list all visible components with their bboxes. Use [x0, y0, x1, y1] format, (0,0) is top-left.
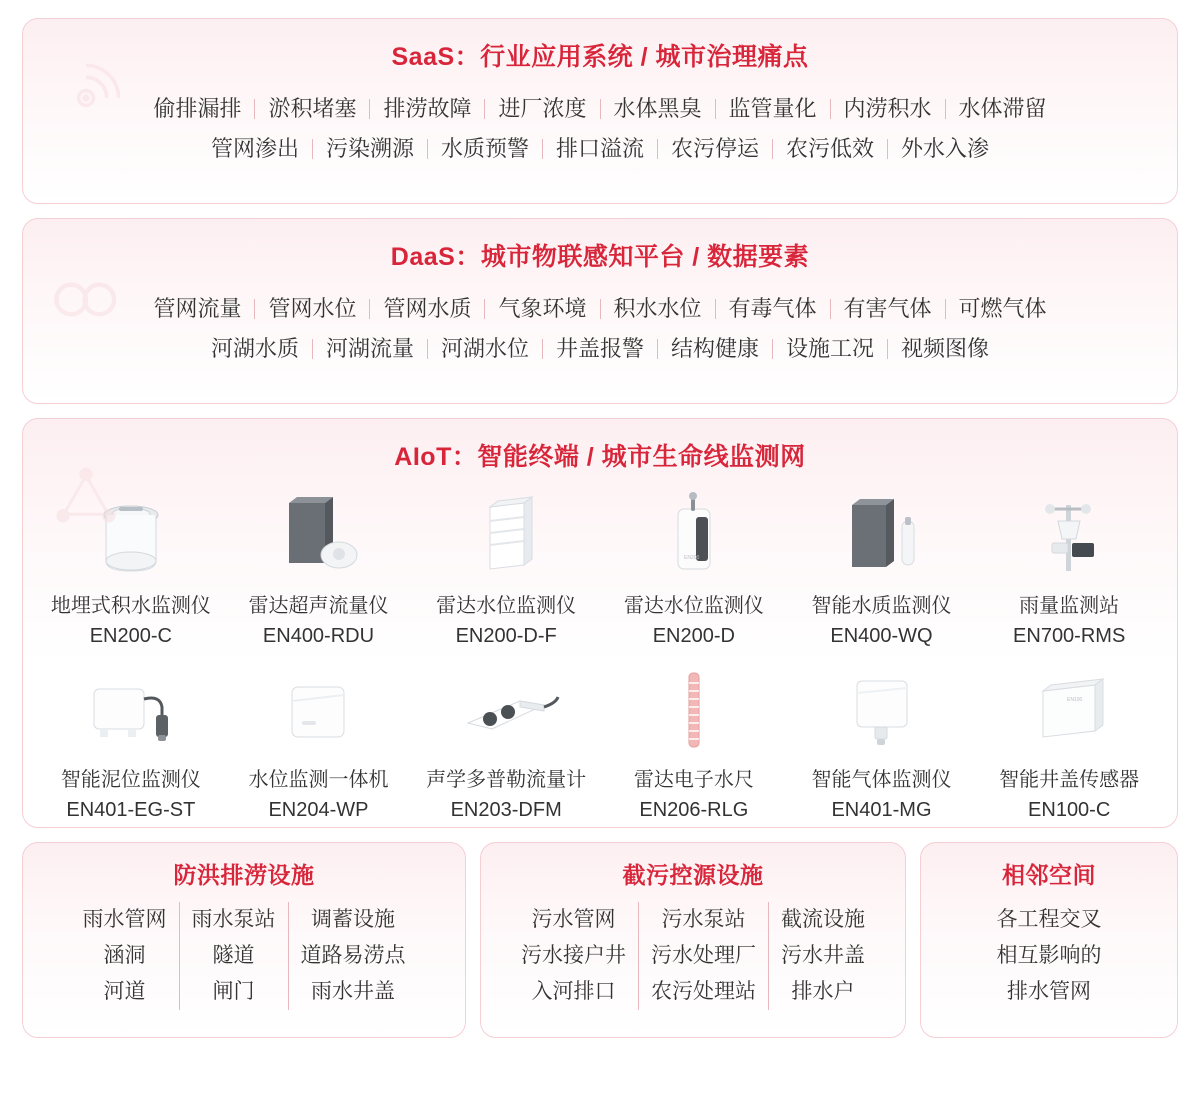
device-name: 声学多普勒流量计	[426, 769, 587, 791]
saas-tag: 污染溯源	[325, 136, 414, 161]
svg-text:EN100: EN100	[1067, 697, 1083, 703]
facility-item: 污水泵站	[661, 908, 746, 931]
daas-tag-row-2	[43, 329, 1157, 369]
daas-tag: 管网水质	[383, 296, 472, 321]
device-name: 雷达电子水尺	[633, 769, 754, 791]
device-model: EN200-D-F	[455, 625, 557, 647]
facility-columns	[491, 902, 895, 1010]
device-model: EN200-C	[89, 625, 172, 647]
facility-item: 排水户	[791, 980, 855, 1003]
daas-tag: 结构健康	[671, 336, 760, 361]
electronic-water-gauge-icon	[619, 657, 769, 765]
facility-item: 道路易涝点	[300, 944, 406, 967]
aiot-layer-card	[22, 418, 1178, 828]
facility-item: 污水井盖	[781, 944, 865, 967]
flood-control-facilities-card	[22, 842, 466, 1038]
svg-text:EN200: EN200	[683, 555, 700, 561]
device-name: 水位监测一体机	[248, 769, 389, 791]
daas-tag: 井盖报警	[555, 336, 644, 361]
daas-tag: 河湖水质	[210, 336, 299, 361]
device-item[interactable]	[975, 657, 1163, 825]
rain-gauge-station-icon	[994, 483, 1144, 591]
saas-tag-row-2	[43, 129, 1157, 169]
device-name: 雷达水位监测仪	[436, 595, 577, 617]
facility-cards-row	[22, 842, 1178, 1038]
device-model: EN203-DFM	[450, 799, 562, 821]
saas-tag: 农污低效	[786, 136, 875, 161]
facility-column	[768, 902, 877, 1010]
radar-level-meter-f-icon	[431, 483, 581, 591]
pollution-interception-facilities-card	[480, 842, 906, 1038]
daas-title-en: DaaS：	[390, 243, 481, 271]
device-model: EN200-D	[652, 625, 735, 647]
saas-tag: 水体黑臭	[613, 96, 702, 121]
facility-item: 排水管网	[1007, 980, 1091, 1003]
saas-layer-card	[22, 18, 1178, 204]
daas-tag: 有毒气体	[728, 296, 817, 321]
device-item[interactable]	[600, 483, 788, 651]
daas-tag: 管网水位	[268, 296, 357, 321]
device-name: 智能水质监测仪	[811, 595, 952, 617]
radar-ultrasonic-flowmeter-icon	[243, 483, 393, 591]
adjacent-space-card	[920, 842, 1178, 1038]
saas-tag: 农污停运	[671, 136, 760, 161]
saas-tag: 偷排漏排	[153, 96, 242, 121]
saas-tag-row-1	[43, 89, 1157, 129]
saas-tag: 监管量化	[728, 96, 817, 121]
radar-level-meter-icon	[619, 483, 769, 591]
facility-column	[931, 902, 1167, 1010]
saas-title-cn: 行业应用系统 / 城市治理痛点	[480, 43, 809, 71]
saas-tag: 外水入渗	[901, 136, 990, 161]
saas-tag: 进厂浓度	[498, 96, 587, 121]
aiot-title-en: AIoT：	[394, 443, 478, 471]
daas-tag: 河湖水位	[440, 336, 529, 361]
manhole-cover-sensor-icon	[994, 657, 1144, 765]
saas-tag: 内涝积水	[843, 96, 932, 121]
facility-item: 隧道	[212, 944, 255, 967]
facility-item: 河道	[103, 980, 146, 1003]
device-model: EN400-RDU	[262, 625, 375, 647]
daas-tag: 气象环境	[498, 296, 587, 321]
facility-item: 农污处理站	[651, 980, 756, 1003]
saas-tag: 淤积堵塞	[268, 96, 357, 121]
device-model: EN401-EG-ST	[66, 799, 196, 821]
doppler-flowmeter-icon	[431, 657, 581, 765]
facility-column	[179, 902, 288, 1010]
device-name: 雨量监测站	[1019, 595, 1120, 617]
water-quality-monitor-icon	[806, 483, 956, 591]
device-model: EN100-C	[1028, 799, 1111, 821]
buried-water-level-sensor-icon	[56, 483, 206, 591]
facility-item: 污水管网	[531, 908, 616, 931]
device-item[interactable]	[37, 483, 225, 651]
device-grid	[37, 483, 1163, 825]
facility-columns	[33, 902, 455, 1010]
facility-item: 入河排口	[531, 980, 616, 1003]
device-name: 雷达超声流量仪	[248, 595, 389, 617]
device-model: EN204-WP	[268, 799, 369, 821]
device-item[interactable]	[600, 657, 788, 825]
device-name: 智能井盖传感器	[999, 769, 1140, 791]
daas-layer-card	[22, 218, 1178, 404]
gas-monitor-icon	[806, 657, 956, 765]
facility-item: 雨水井盖	[311, 980, 395, 1003]
device-item[interactable]	[37, 657, 225, 825]
facility-title: 截污控源设施	[622, 862, 764, 888]
saas-tag: 水体滞留	[958, 96, 1047, 121]
facility-item: 污水处理厂	[651, 944, 756, 967]
saas-tag: 排涝故障	[383, 96, 472, 121]
daas-tag: 设施工况	[786, 336, 875, 361]
device-item[interactable]	[225, 483, 413, 651]
device-name: 智能泥位监测仪	[60, 769, 201, 791]
daas-tag-rows	[43, 289, 1157, 369]
device-model: EN206-RLG	[639, 799, 749, 821]
device-item[interactable]	[412, 483, 600, 651]
device-item[interactable]	[788, 483, 976, 651]
aiot-title-cn: 智能终端 / 城市生命线监测网	[477, 443, 806, 471]
facility-item: 截流设施	[781, 908, 865, 931]
facility-item: 各工程交叉	[996, 908, 1102, 931]
daas-tag: 河湖流量	[325, 336, 414, 361]
aiot-title	[37, 437, 1163, 473]
daas-tag: 可燃气体	[958, 296, 1047, 321]
facility-column	[638, 902, 768, 1010]
facility-item: 调蓄设施	[311, 908, 395, 931]
device-model: EN700-RMS	[1013, 625, 1126, 647]
facility-item: 污水接户井	[521, 944, 626, 967]
saas-tag-rows	[43, 89, 1157, 169]
device-model: EN400-WQ	[830, 625, 933, 647]
device-item[interactable]	[975, 483, 1163, 651]
saas-title-en: SaaS：	[391, 43, 481, 71]
facility-title: 相邻空间	[1002, 862, 1096, 888]
saas-tag: 排口溢流	[555, 136, 644, 161]
facility-column	[71, 902, 179, 1010]
device-name: 雷达水位监测仪	[623, 595, 764, 617]
device-name: 地埋式积水监测仪	[50, 595, 211, 617]
daas-tag: 管网流量	[153, 296, 242, 321]
integrated-level-monitor-icon	[243, 657, 393, 765]
facility-item: 雨水泵站	[191, 908, 276, 931]
facility-item: 相互影响的	[996, 944, 1102, 967]
sludge-level-monitor-icon	[56, 657, 206, 765]
device-item[interactable]	[225, 657, 413, 825]
facility-column	[288, 902, 418, 1010]
saas-title	[43, 37, 1157, 73]
device-name: 智能气体监测仪	[811, 769, 952, 791]
device-model: EN401-MG	[831, 799, 932, 821]
saas-tag: 水质预警	[440, 136, 529, 161]
daas-tag: 视频图像	[901, 336, 990, 361]
facility-item: 闸门	[212, 980, 255, 1003]
daas-tag-row-1	[43, 289, 1157, 329]
daas-title-cn: 城市物联感知平台 / 数据要素	[480, 243, 810, 271]
daas-tag: 积水水位	[613, 296, 702, 321]
facility-item: 雨水管网	[82, 908, 167, 931]
daas-tag: 有害气体	[843, 296, 932, 321]
device-item[interactable]	[412, 657, 600, 825]
facility-title: 防洪排涝设施	[173, 862, 315, 888]
facility-item: 涵洞	[103, 944, 146, 967]
daas-title	[43, 237, 1157, 273]
saas-tag: 管网渗出	[210, 136, 299, 161]
facility-column	[509, 902, 638, 1010]
device-item[interactable]	[788, 657, 976, 825]
